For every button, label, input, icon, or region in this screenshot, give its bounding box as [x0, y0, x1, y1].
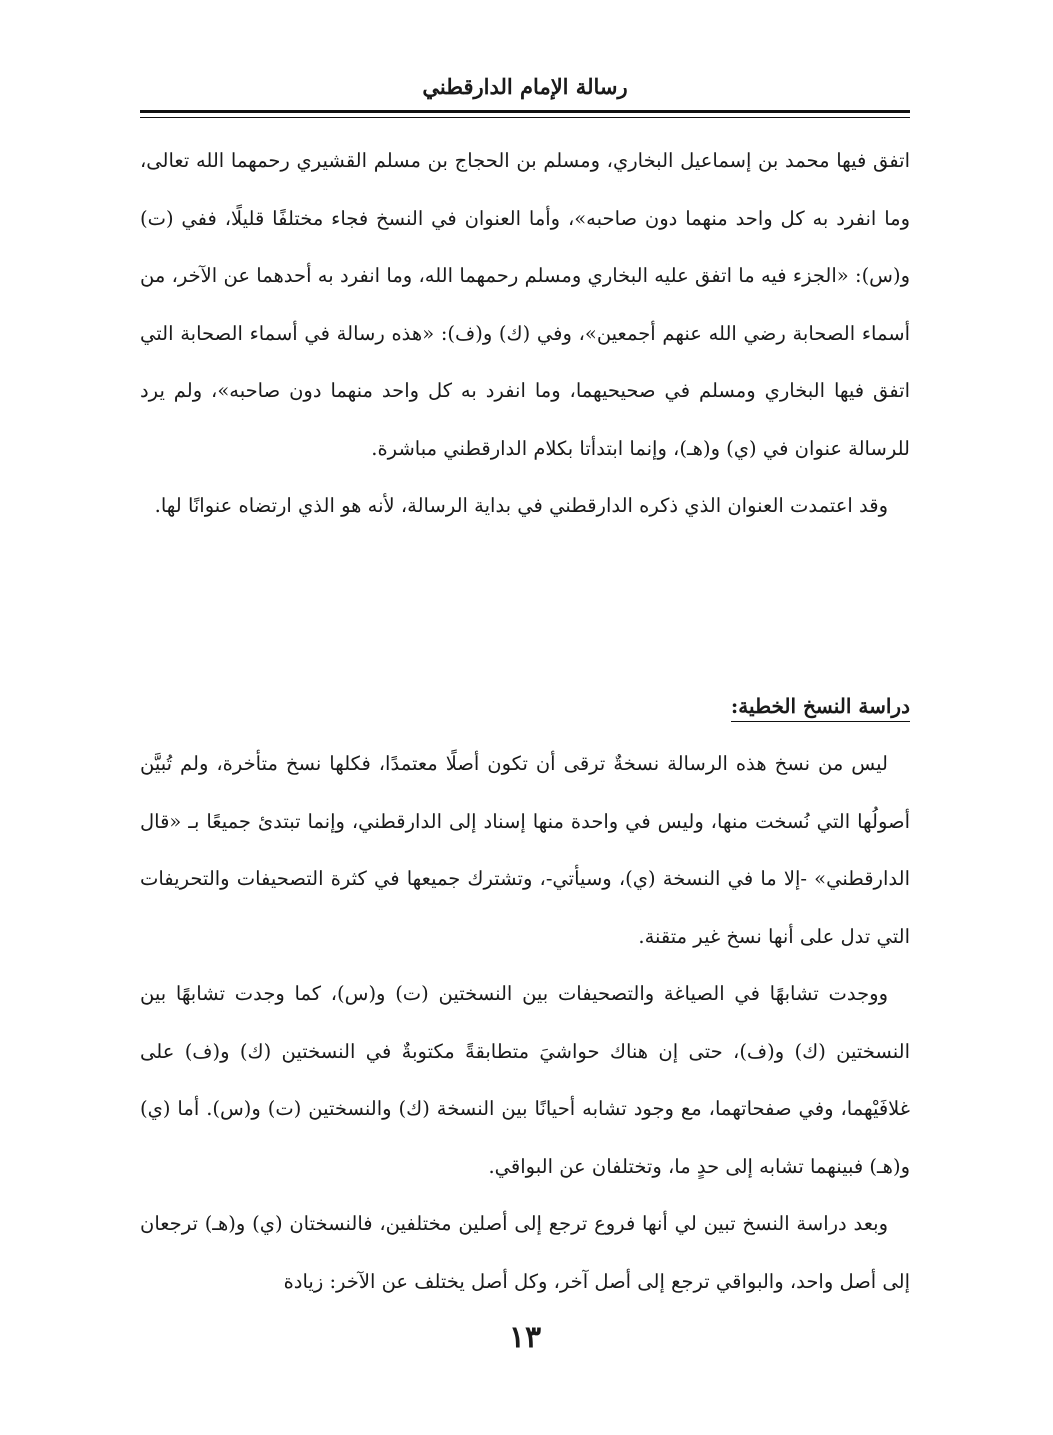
section-heading [731, 678, 910, 735]
body-text-section-1 [140, 132, 910, 535]
paragraph: وقد اعتمدت العنوان الذي ذكره الدارقطني في بداية الرسالة، لأنه هو الذي ارتضاه عنوانًا لها. [154, 494, 888, 517]
paragraph: ليس من نسخ هذه الرسالة نسخةٌ ترقى أن تكون أصلًا معتمدًا، فكلها نسخ متأخرة، ولم تُبيَّن أصولُها التي نُسخت منها، وليس في واحدة منها إسناد إلى الدارقطني، وإنما تبتدئ جميعًا بـ «قال الدارقطني» -إلا ما في النسخة (ي)، وسيأتي-، وتشترك جميعها في كثرة التصحيفات والتحريفات التي تدل على أنها نسخ غير متقنة. [140, 752, 910, 948]
header-rule-thick [140, 110, 910, 113]
section-heading-text: دراسة النسخ الخطية: [731, 694, 910, 722]
book-page [140, 0, 910, 1435]
paragraph: وبعد دراسة النسخ تبين لي أنها فروع ترجع إلى أصلين مختلفين، فالنسختان (ي) و(هـ) ترجعان إلى أصل واحد، والبواقي ترجع إلى أصل آخر، وكل أصل يختلف عن الآخر: زيادة [140, 1212, 910, 1293]
running-header-title: رسالة الإمام الدارقطني [422, 74, 628, 99]
body-text-section-2 [140, 735, 910, 1310]
page-number: ١٣ [508, 1320, 542, 1355]
paragraph: ووجدت تشابهًا في الصياغة والتصحيفات بين النسختين (ت) و(س)، كما وجدت تشابهًا بين النسختين (ك) و(ف)، حتى إن هناك حواشيَ متطابقةً مكتوبةٌ في النسختين (ك) و(ف) على غلافَيْهما، وفي صفحاتهما، مع وجود تشابه أحيانًا بين النسخة (ك) والنسختين (ت) و(س). أما (ي) و(هـ) فبينهما تشابه إلى حدٍ ما، وتختلفان عن البواقي. [140, 982, 910, 1178]
paragraph: اتفق فيها محمد بن إسماعيل البخاري، ومسلم بن الحجاج بن مسلم القشيري رحمهما الله تعالى، وما انفرد به كل واحد منهما دون صاحبه»، وأما العنوان في النسخ فجاء مختلفًا قليلًا، ففي (ت) و(س): «الجزء فيه ما اتفق عليه البخاري ومسلم رحمهما الله، وما انفرد به أحدهما عن الآخر، من أسماء الصحابة رضي الله عنهم أجمعين»، وفي (ك) و(ف): «هذه رسالة في أسماء الصحابة التي اتفق فيها البخاري ومسلم في صحيحيهما، وما انفرد به كل واحد منهما دون صاحبه»، ولم يرد للرسالة عنوان في (ي) و(هـ)، وإنما ابتدأتا بكلام الدارقطني مباشرة. [140, 149, 910, 460]
header-rule-thin [140, 117, 910, 118]
